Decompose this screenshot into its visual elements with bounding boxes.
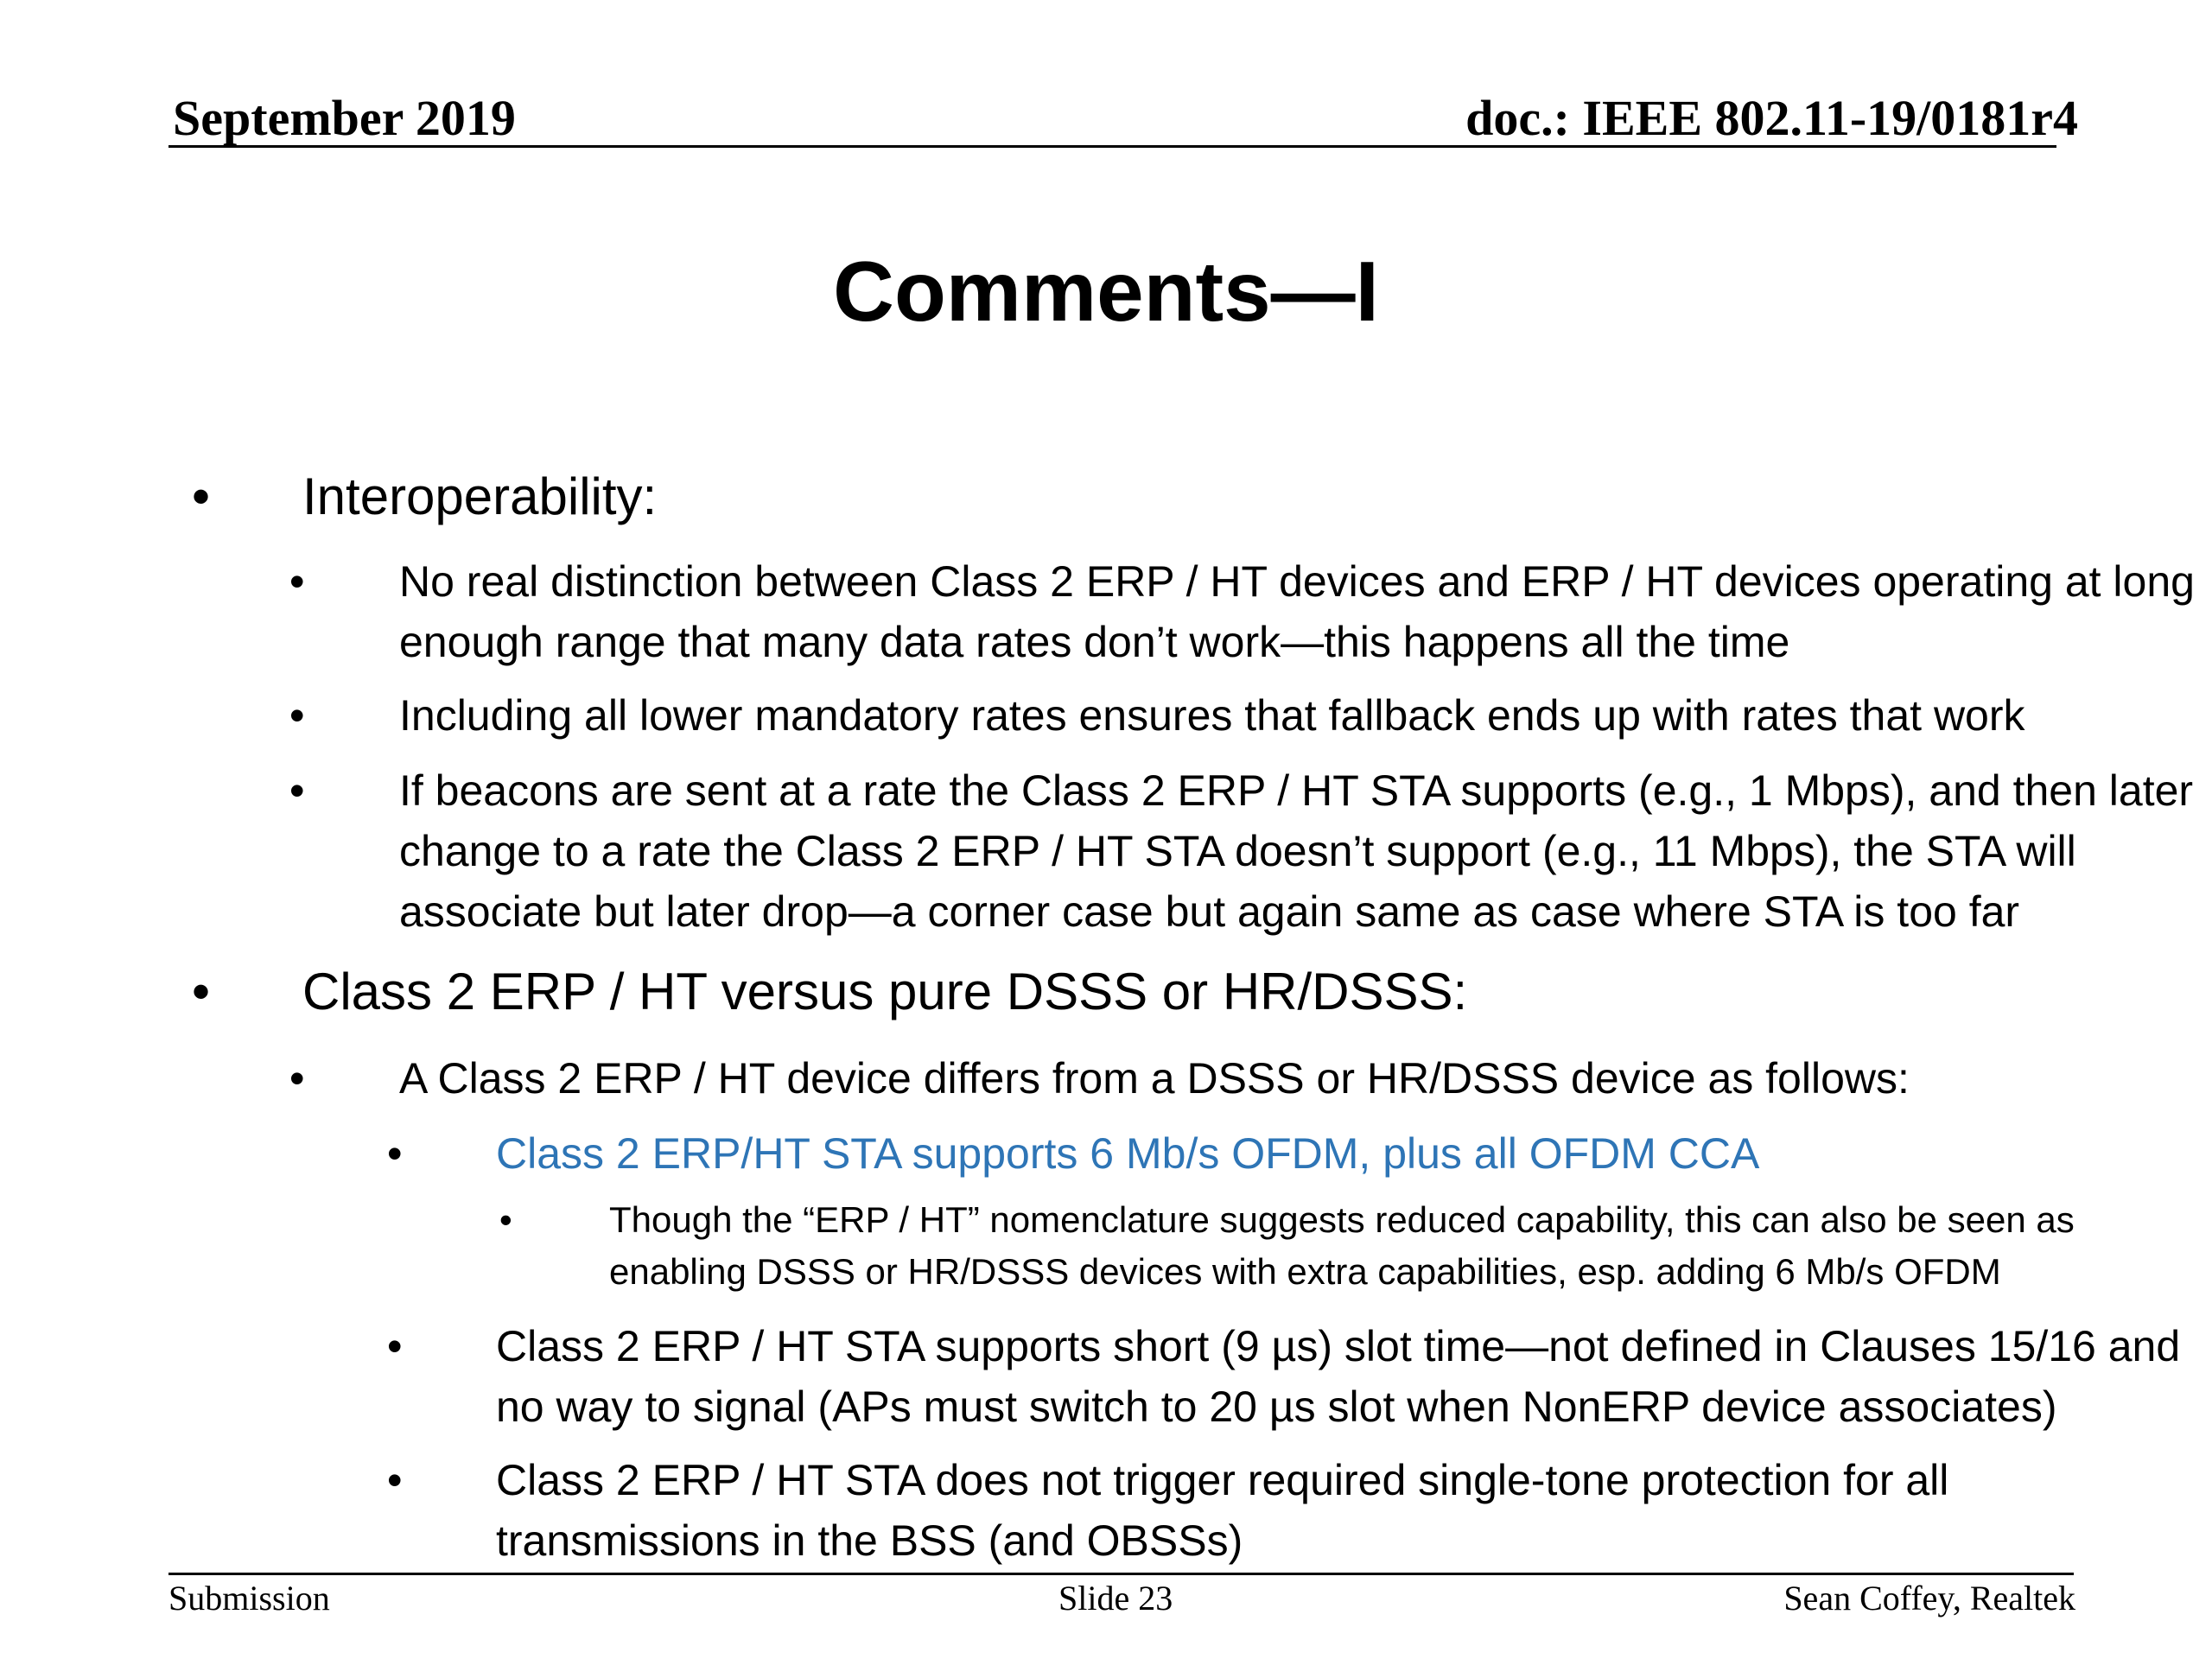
bullet-dot: • [289,557,305,606]
bullet-no-real-distinction: No real distinction between Class 2 ERP / HT devices and ERP / HT devices operating at long enough range that many data rates don’t work—this happens all the time [399,557,2195,666]
header-doc-id: doc.: IEEE 802.11-19/0181r4 [1465,90,2078,146]
bullet-ofdm-support: Class 2 ERP/HT STA supports 6 Mb/s OFDM, plus all OFDM CCA [496,1129,1760,1178]
bullet-lower-mandatory-rates: Including all lower mandatory rates ensures that fallback ends up with rates that work [399,691,2025,740]
bullet-device-differs: A Class 2 ERP / HT device differs from a DSSS or HR/DSSS device as follows: [399,1054,1910,1103]
bullet-dot: • [289,1054,305,1103]
header-date: September 2019 [173,90,516,146]
bullet-dot: • [387,1129,403,1178]
footer-author: Sean Coffey, Realtek [1783,1579,2075,1618]
bullet-short-slot-time: Class 2 ERP / HT STA supports short (9 µs) slot time—not defined in Clauses 15/16 and no way to signal (APs must switch to 20 µs slot when NonERP device associates) [496,1322,2181,1431]
bullet-dot: • [192,963,211,1020]
bullet-dot: • [387,1322,403,1370]
header-rule [168,145,2056,148]
bullet-dot: • [387,1456,403,1504]
bullet-nomenclature: Though the “ERP / HT” nomenclature suggests reduced capability, this can also be seen as enabling DSSS or HR/DSSS devices with extra capabilities, esp. adding 6 Mb/s OFDM [609,1199,2075,1292]
bullet-dot: • [192,467,211,525]
bullet-interoperability: Interoperability: [302,467,658,525]
bullet-beacons-rate: If beacons are sent at a rate the Class 2 ERP / HT STA supports (e.g., 1 Mbps), and then later change to a rate the Class 2 ERP / HT STA doesn’t support (e.g., 11 Mbps), the STA will associate but later drop—a corner case but again same as case where STA is too far [399,766,2194,936]
slide-title: Comments—I [833,244,1379,339]
footer-rule [168,1573,2074,1575]
footer-submission: Submission [168,1579,330,1618]
footer-slide-number: Slide 23 [1058,1579,1173,1618]
bullet-dot: • [499,1199,512,1240]
bullet-dot: • [289,691,305,740]
bullet-single-tone-protection: Class 2 ERP / HT STA does not trigger required single-tone protection for all transmissions in the BSS (and OBSSs) [496,1456,1949,1565]
bullet-class2-vs-dsss: Class 2 ERP / HT versus pure DSSS or HR/DSSS: [302,963,1468,1020]
bullet-dot: • [289,766,305,815]
